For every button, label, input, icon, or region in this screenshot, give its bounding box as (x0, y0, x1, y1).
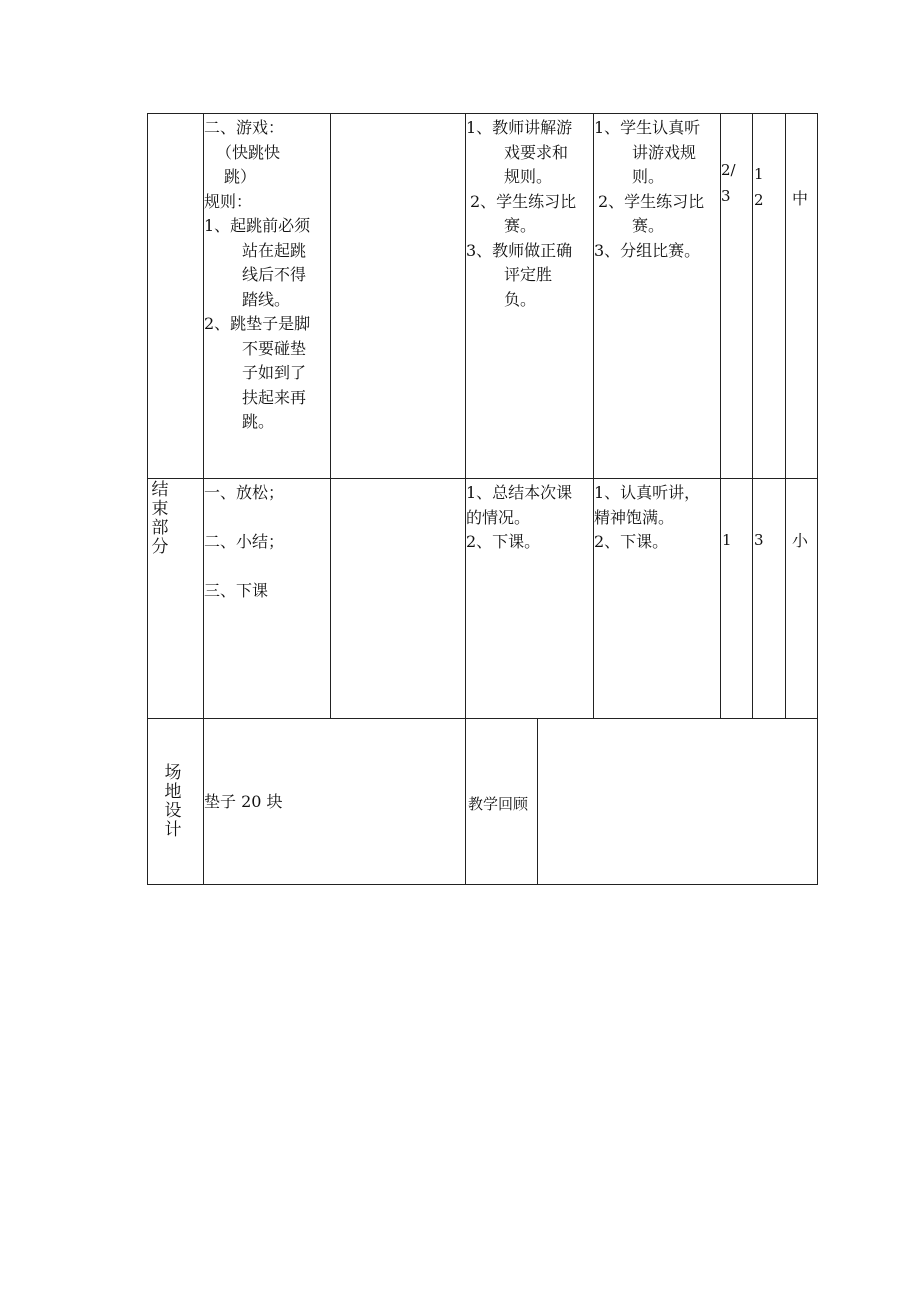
teacher-line: 1、总结本次课 (466, 483, 573, 502)
game-times (721, 157, 736, 209)
end-student-activity (594, 481, 719, 555)
rules-label: 规则： (204, 191, 253, 211)
label-char: 计 (164, 820, 182, 840)
label-char: 地 (164, 782, 182, 802)
teacher-line: 赛。 (504, 216, 537, 235)
game-name-line: 跳） (224, 167, 257, 186)
col-divider-review (537, 718, 538, 885)
label-char: 部 (151, 518, 169, 538)
teacher-line: 规则。 (504, 167, 553, 186)
rule-line: 2、跳垫子是脚 (204, 314, 311, 333)
end-content (204, 481, 329, 604)
game-student-activity (594, 116, 719, 263)
table-border-top (147, 113, 818, 114)
col-divider-minutes (785, 113, 786, 719)
student-line: 赛。 (632, 216, 665, 235)
row-divider-1 (147, 478, 818, 479)
teacher-line: 戏要求和 (504, 142, 569, 162)
student-line: 1、学生认真听 (594, 118, 701, 137)
venue-label (163, 764, 183, 840)
student-line: 则。 (632, 167, 665, 186)
venue-text: 垫子 20 块 (204, 792, 283, 811)
times-value: 2/ (721, 161, 736, 179)
student-line: 2、学生练习比 (598, 191, 705, 211)
label-char: 设 (164, 801, 182, 821)
label-char: 束 (151, 499, 169, 519)
student-line: 3、分组比赛。 (594, 240, 701, 260)
minutes-value: 3 (754, 531, 764, 549)
table-border-right (817, 113, 818, 885)
teacher-line: 评定胜 (504, 265, 553, 284)
table-border-bottom (147, 884, 818, 885)
student-line: 2、下课。 (594, 532, 669, 551)
minutes-value: 1 (754, 165, 764, 183)
end-item: 一、放松； (204, 483, 285, 502)
rule-line: 1、起跳前必须 (204, 216, 311, 235)
teacher-line: 3、教师做正确 (466, 240, 573, 260)
teacher-line: 1、教师讲解游 (466, 118, 573, 137)
teacher-line: 的情况。 (466, 507, 531, 527)
times-value: 1 (722, 531, 732, 549)
teacher-line: 2、学生练习比 (470, 191, 577, 211)
rule-line: 不要碰垫 (242, 338, 307, 358)
end-item: 二、小结； (204, 532, 285, 551)
label-char: 场 (164, 763, 182, 783)
game-intensity (792, 187, 808, 212)
end-times (722, 527, 732, 553)
row-divider-2 (147, 718, 818, 719)
end-teacher-activity (466, 481, 592, 555)
student-line: 精神饱满。 (594, 507, 675, 527)
minutes-value: 2 (754, 191, 764, 209)
times-value: 3 (721, 187, 731, 205)
venue-content (204, 790, 283, 815)
table-border-left (147, 113, 148, 885)
end-item: 三、下课 (204, 581, 269, 600)
rule-line: 扶起来再 (242, 387, 307, 407)
rule-line: 站在起跳 (242, 240, 307, 260)
end-minutes (754, 527, 764, 553)
end-intensity (792, 529, 808, 554)
game-content (204, 116, 329, 435)
review-label-text: 教学回顾 (468, 795, 529, 813)
game-name-line: （快跳快 (216, 142, 281, 162)
col-divider-times (752, 113, 753, 719)
game-minutes (754, 161, 764, 213)
label-char: 分 (151, 537, 169, 557)
intensity-value: 中 (792, 189, 809, 208)
review-label (468, 792, 528, 817)
game-teacher-activity (466, 116, 592, 312)
student-line: 讲游戏规 (632, 142, 697, 162)
end-section-label (150, 481, 170, 557)
rule-line: 子如到了 (242, 363, 307, 382)
game-title: 二、游戏： (204, 118, 285, 137)
label-char: 结 (151, 480, 169, 500)
teacher-line: 负。 (504, 289, 537, 309)
teacher-line: 2、下课。 (466, 532, 541, 551)
rule-line: 线后不得 (242, 265, 307, 284)
rule-line: 踏线。 (242, 289, 291, 309)
student-line: 1、认真听讲， (594, 483, 701, 502)
intensity-value: 小 (792, 531, 809, 550)
rule-line: 跳。 (242, 412, 275, 431)
col-divider-content (330, 113, 331, 719)
